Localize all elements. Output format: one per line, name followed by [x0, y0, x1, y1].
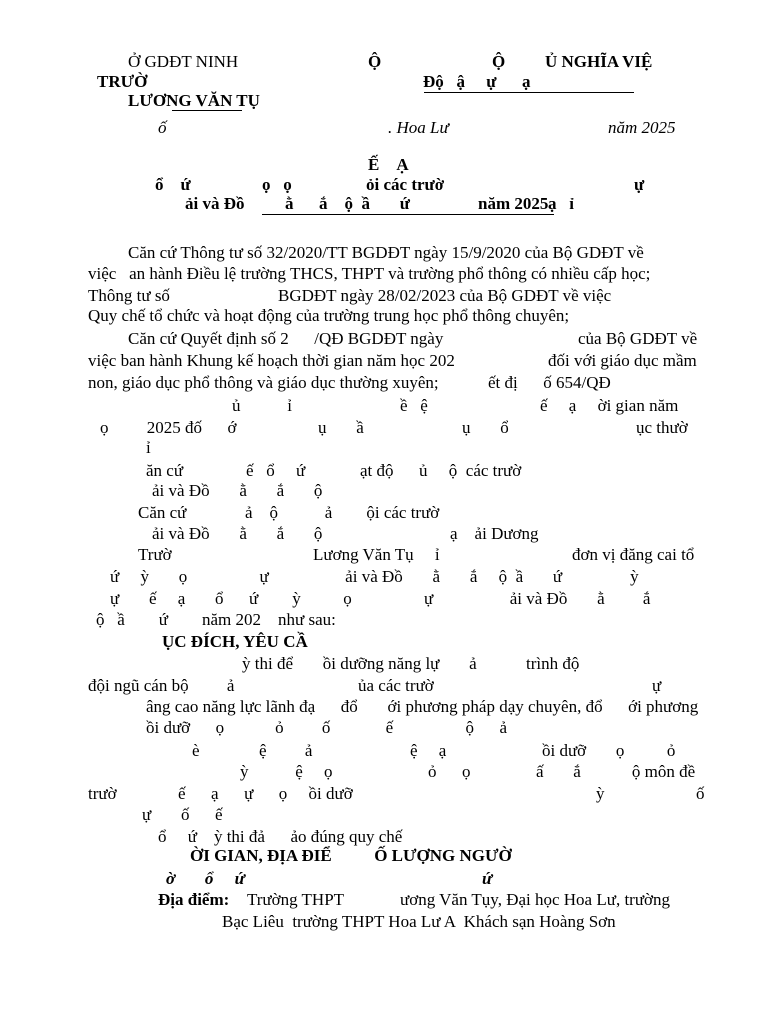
paragraph-3-line-1c: ạt độ ủ ộ các trườ: [360, 461, 522, 480]
location-value-3: Bạc Liêu trường THPT Hoa Lư A Khách sạn Hoàng Sơn: [222, 912, 616, 931]
paragraph-1-line-3b: BGDĐT ngày 28/02/2023 của Bộ GDĐT về việc: [278, 286, 612, 305]
section-1-line-6b: ỏ ọ: [428, 762, 471, 781]
paragraph-2-line-3a: non, giáo dục phổ thông và giáo dục thường xuyên;: [88, 373, 439, 392]
paragraph-4-line-1b: ả ộ ả ội các trườ: [245, 503, 440, 522]
section-1-line-1a: ỳ thi để ồi dưỡng năng lự ả: [242, 654, 477, 673]
section-1-line-6a: ỳ ệ ọ: [240, 762, 333, 781]
paragraph-5-line-2: ứ ỳ ọ ự ải và Đồ ằ ắ ộ ầ ứ ỳ: [110, 567, 639, 586]
section-1-line-7d: ố: [696, 784, 705, 803]
national-motto: Độ ậ ự ạ: [423, 72, 531, 91]
title-line-2-part-2: ọ ọ: [262, 175, 292, 194]
motto-underline: [424, 92, 634, 93]
section-1-line-2a: đội ngũ cán bộ ả: [88, 676, 235, 695]
paragraph-1-line-2: việc an hành Điều lệ trường THCS, THPT và trường phổ thông có nhiều cấp học;: [88, 264, 651, 283]
paragraph-2-line-5a: ọ 2025 đố ớ: [100, 418, 237, 437]
national-title-part-3: Ủ NGHĨA VIỆ: [545, 52, 653, 71]
paragraph-2-line-5c: ụ ổ: [462, 418, 509, 437]
paragraph-2-line-2a: việc ban hành Khung kế hoạch thời gian năm học 202: [88, 351, 455, 370]
section-1-heading: ỤC ĐÍCH, YÊU CẦ: [162, 632, 308, 651]
paragraph-2-line-6: ỉ: [146, 438, 151, 457]
national-title-part-2: Ộ: [492, 52, 506, 71]
section-1-line-9: ổ ứ ỳ thi đả ảo đúng quy chế: [158, 827, 403, 846]
section-1-line-8: ự ố ế: [142, 805, 223, 824]
document-place: . Hoa Lư: [388, 118, 449, 137]
title-line-3-part-2: ằ ắ ộ ầ ứ: [285, 194, 410, 213]
paragraph-5-line-1b: Lương Văn Tụ ỉ: [313, 545, 440, 564]
paragraph-2-line-4c: ế ạ ời gian năm: [540, 396, 679, 415]
paragraph-3-line-1b: ế ổ ứ: [246, 461, 306, 480]
section-1-line-5a: è ệ ả: [192, 741, 313, 760]
paragraph-5-line-4: ộ ầ ứ năm 202 như sau:: [96, 610, 336, 629]
title-line-2-part-3: ỏi các trườ: [366, 175, 445, 194]
title-line-3-part-3: năm 2025: [478, 194, 549, 213]
paragraph-1-line-4: Quy chế tổ chức và hoạt động của trường trung học phổ thông chuyên;: [88, 306, 570, 325]
paragraph-2-line-1b: của Bộ GDĐT về: [578, 329, 698, 348]
paragraph-2-line-3b: ết đị ố 654/QĐ: [488, 373, 611, 392]
agency-name: Ở GDĐT NINH: [128, 52, 239, 71]
paragraph-2-line-4b: ề ệ: [400, 396, 428, 415]
paragraph-2-line-4a: ủ ỉ: [232, 396, 292, 415]
title-line-2-part-4: ự: [634, 175, 645, 194]
paragraph-4-line-2a: ải và Đồ ằ ắ ộ: [152, 524, 323, 543]
title-line-2-part-1: ổ ứ: [155, 175, 191, 194]
paragraph-2-line-1a: Căn cứ Quyết định số 2 /QĐ BGDĐT ngày: [128, 329, 444, 348]
paragraph-1-line-1: Căn cứ Thông tư số 32/2020/TT BGDĐT ngày 15/9/2020 của Bộ GDĐT về: [128, 243, 644, 262]
section-2-line-1a: ờ ổ ứ: [166, 869, 245, 888]
document-number: ố: [158, 118, 167, 137]
title-line-3-part-1: ải và Đồ: [185, 194, 245, 213]
school-name-line-2: LƯƠNG VĂN TỤ: [128, 91, 260, 110]
document-date: năm 2025: [608, 118, 676, 137]
section-1-line-5c: ồi dưỡ ọ ỏ: [542, 741, 676, 760]
paragraph-2-line-2b: đối với giáo dục mầm: [548, 351, 697, 370]
location-value-1: Trường THPT: [243, 890, 345, 909]
location-value-2: ương Văn Tụy, Đại học Hoa Lư, trường: [400, 890, 671, 909]
title-underline: [262, 214, 554, 215]
school-underline: [172, 110, 242, 111]
paragraph-4-line-1a: Căn cứ: [138, 503, 187, 522]
section-1-line-2b: ủa các trườ: [358, 676, 434, 695]
section-1-line-7a: trườ: [88, 784, 117, 803]
location-label: Địa điểm:: [158, 890, 230, 909]
paragraph-5-line-3: ự ế ạ ổ ứ ỳ ọ ự ải và Đồ ằ ắ: [110, 589, 651, 608]
title-line-3-part-4: ạ ỉ: [548, 194, 574, 213]
paragraph-5-line-1c: đơn vị đăng cai tổ: [572, 545, 695, 564]
national-title-part-1: Ộ: [368, 52, 382, 71]
section-1-line-6c: ấ ắ ộ môn đề: [536, 762, 696, 781]
section-1-line-1b: trình độ: [526, 654, 580, 673]
paragraph-4-line-2b: ạ ải Dương: [450, 524, 539, 543]
paragraph-2-line-5b: ụ ầ: [318, 418, 364, 437]
section-1-line-5b: ệ ạ: [410, 741, 447, 760]
paragraph-3-line-2: ải và Đồ ằ ắ ộ: [152, 481, 323, 500]
paragraph-2-line-5d: ục thườ: [636, 418, 688, 437]
section-1-line-7b: ế ạ ự ọ ồi dưỡ: [178, 784, 353, 803]
section-1-line-4: ồi dưỡ ọ ỏ ố ế ộ ả: [146, 718, 508, 737]
section-2-line-1b: ứ: [482, 869, 493, 888]
section-2-heading: ỜI GIAN, ĐỊA ĐIỂ Ố LƯỢNG NGƯỜ: [190, 846, 512, 865]
paragraph-3-line-1a: ăn cứ: [146, 461, 184, 480]
document-type-title: Ế Ạ: [368, 155, 409, 174]
section-1-line-7c: ỳ: [596, 784, 605, 803]
paragraph-1-line-3a: Thông tư số: [88, 286, 170, 305]
section-1-line-3: âng cao năng lực lãnh đạ đổ ới phương pháp dạy chuyên, đổ ới phương: [146, 697, 699, 716]
section-1-line-2c: ự: [652, 676, 662, 695]
school-name-line-1: TRƯỜ: [97, 72, 148, 91]
paragraph-5-line-1a: Trườ: [138, 545, 172, 564]
